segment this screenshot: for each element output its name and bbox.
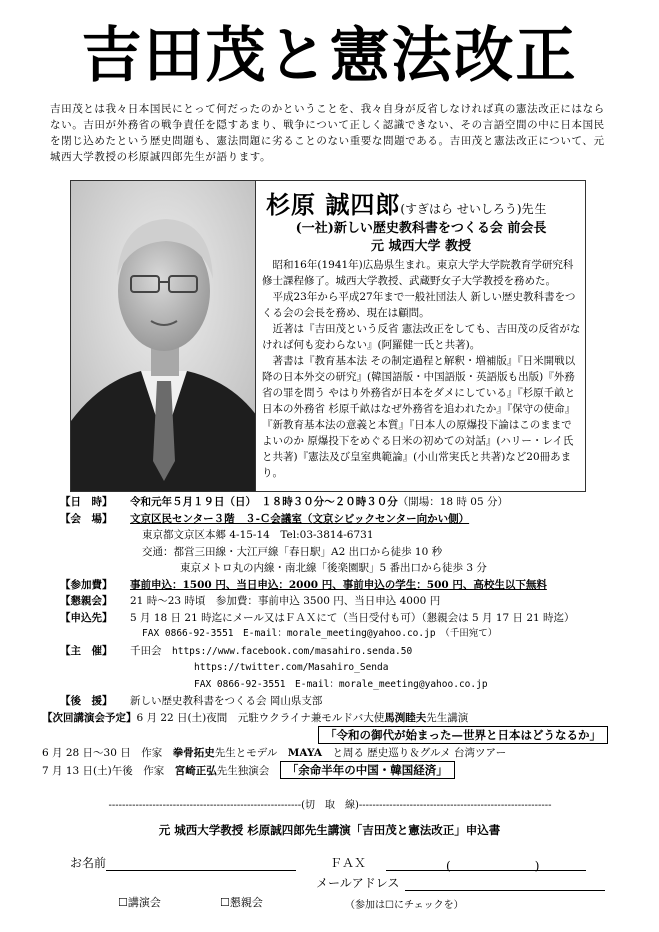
bio-paragraph: 著書は『教育基本法 その制定過程と解釈・増補版』『日米開戦以降の日本外交の研究』(韓国語版・中国語版・英語版も出版)『外務省の罪を問う やはり外務省が日本をダメにしている』『杉原千畝と日本の外務省 杉原千畝はなぜ外務省を追われたか』『保守の使命』『新教育基本法の意義と本質』『日本人の原爆投下論はこのままでよいのか 原爆投下をめぐる日米の初めての対話』(ハリー・レイ氏と共著)『憲法及び皇室典範論』(小山常実氏と共著)など20冊あまり。 <box>262 355 576 479</box>
apply-row <box>60 610 620 627</box>
support-row <box>60 693 620 710</box>
date-open-time: （開場：18 時 05 分） <box>397 496 508 508</box>
host-twitter-link[interactable]: https://twitter.com/Masahiro_Senda <box>194 662 389 673</box>
date-value: 令和元年５月１９日（日） １８時３０分～２０時３０分 <box>130 496 398 508</box>
bio-paragraph: 昭和16年(1941年)広島県生まれ。東京大学大学院教育学研究科修士課程修了。城西大学教授、武蔵野女子大学教授を務めた。 <box>262 259 574 287</box>
fax-label: ＦＡＸ <box>330 856 367 870</box>
next-1-desc: 6 月 22 日(土)夜間 元駐ウクライナ兼モルドバ大使 <box>136 711 385 724</box>
bio-paragraph: 平成23年から平成27年まで一般社団法人 新しい歴史教科書をつくる会の会長を務め、現在は顧問。 <box>262 291 576 319</box>
next-3-theme: 「余命半年の中国・韓国経済」 <box>280 761 455 779</box>
speaker-role-1: (一社)新しい歴史教科書をつくる会 前会長 <box>295 221 547 236</box>
apply-value: 5 月 18 日 21 時迄にメール又はＦＡＸにて（当日受付も可）（懇親会は 5 月 17 日 21 時迄） <box>130 611 575 624</box>
date-row <box>60 494 620 511</box>
venue-value: 文京区民センター３階 ３‐Ｃ会議室（文京シビックセンター向かい側） <box>130 512 470 525</box>
date-label: 【日 時】 <box>60 496 113 508</box>
venue-label: 【会 場】 <box>60 512 113 525</box>
next-2-mid: 先生とモデル <box>214 746 278 759</box>
speaker-name-text: 杉原 誠四郎 <box>266 190 401 219</box>
fax-paren: ( ) <box>446 859 540 873</box>
next-event-1 <box>42 710 620 727</box>
apply-contact: FAX 0866-92-3551 E-mail：morale_meeting@yahoo.co.jp （千田宛て） <box>142 628 498 639</box>
venue-address: 東京都文京区本郷 4-15-14 Tel:03-3814-6731 <box>142 529 374 541</box>
next-3-desc: 7 月 13 日(土)午後 作家 <box>42 765 165 777</box>
next-2-desc: 6 月 28 日～30 日 作家 <box>42 746 163 759</box>
party-checkbox[interactable]: ☐懇親会 <box>220 896 263 909</box>
form-title: 元 城西大学教授 杉原誠四郎先生講演「吉田茂と憲法改正」申込書 <box>158 823 501 837</box>
lecture-checkbox[interactable]: ☐講演会 <box>118 896 161 909</box>
access-line-1: 交通：都営三田線・大江戸線「春日駅」A2 出口から徒歩 10 秒 <box>142 545 443 558</box>
host-name: 千田会 <box>130 644 162 657</box>
support-value: 新しい歴史教科書をつくる会 岡山県支部 <box>130 695 323 707</box>
next-2-speaker: 拳骨拓史 <box>172 746 215 759</box>
apply-label: 【申込先】 <box>60 611 113 624</box>
fee-value: 事前申込：1500 円、当日申込：2000 円、事前申込の学生：500 円、高校生以下無料 <box>130 578 547 591</box>
host-row <box>60 643 620 661</box>
next-3-speaker: 宮崎正弘 <box>174 765 217 777</box>
party-value: 21 時～23 時頃 参加費：事前申込 3500 円、当日申込 4000 円 <box>130 595 441 607</box>
speaker-reading: (すぎはら せいしろう) <box>400 202 522 216</box>
speaker-info-box <box>256 180 586 492</box>
email-input-line[interactable] <box>405 877 605 891</box>
venue-row <box>60 511 620 528</box>
name-input-line[interactable] <box>106 857 296 871</box>
cut-line: ---------------------------------------------------------(切 取 線)--------------------------------------------------------- <box>108 800 552 811</box>
name-field[interactable] <box>70 854 296 871</box>
name-label: お名前 <box>70 856 107 870</box>
next-event-3 <box>42 761 620 780</box>
fee-row <box>60 577 620 594</box>
email-label: メールアドレス <box>316 876 400 890</box>
event-details <box>42 494 620 780</box>
next-2-post: と周る 歴史巡り＆グルメ 台湾ツアー <box>332 746 507 759</box>
fax-input-line[interactable] <box>386 857 586 871</box>
next-event-2 <box>42 745 620 762</box>
next-label: 【次回講演会予定】 <box>42 711 137 724</box>
host-label: 【主 催】 <box>60 644 113 657</box>
next-1-speaker: 馬渕睦夫 <box>384 711 427 724</box>
page-title: 吉田茂と憲法改正 <box>81 21 578 91</box>
email-field[interactable] <box>316 874 605 891</box>
speaker-bio <box>262 257 582 481</box>
next-2-model: MAYA <box>287 746 322 759</box>
speaker-role-2: 元 城西大学 教授 <box>370 239 472 254</box>
next-1-post: 先生講演 <box>426 711 469 724</box>
intro-paragraph: 吉田茂とは我々日本国民にとって何だったのかということを、我々自身が反省しなければ真の憲法改正にはならない。吉田が外務省の戦争責任を隠すあまり、戦争について正しく認識できない、その言語空間の中に日本国民を閉じ込めたという歴史問題も、憲法問題に劣ることのない重要な問題である。吉田茂と憲法改正について、元 城西大学教授の杉原誠四郎先生が語ります。 <box>50 103 605 163</box>
next-3-post: 先生独演会 <box>216 765 270 777</box>
speaker-name <box>266 185 548 220</box>
next-1-theme-row <box>60 726 620 745</box>
access-line-2: 東京メトロ丸の内線・南北線「後楽園駅」5 番出口から徒歩 3 分 <box>180 562 487 574</box>
support-label: 【後 援】 <box>60 695 113 707</box>
party-row <box>60 593 620 610</box>
fee-label: 【参加費】 <box>60 578 113 591</box>
host-contact: FAX 0866-92-3551 E-mail：morale_meeting@yahoo.co.jp <box>194 678 488 690</box>
party-label: 【懇親会】 <box>60 595 113 607</box>
bio-paragraph: 近著は『吉田茂という反省 憲法改正をしても、吉田茂の反省がなければ何も変わらない』(阿羅健一氏と共著)。 <box>262 323 581 351</box>
fax-field[interactable] <box>330 854 586 871</box>
next-1-theme: 「令和の御代が始まった—世界と日本はどうなるか」 <box>318 726 608 744</box>
host-facebook-link[interactable]: https://www.facebook.com/masahiro.senda.50 <box>172 645 413 657</box>
speaker-photo <box>70 180 256 492</box>
speaker-honorific: 先生 <box>521 202 548 216</box>
check-note: （参加は☐にチェックを） <box>345 900 464 911</box>
